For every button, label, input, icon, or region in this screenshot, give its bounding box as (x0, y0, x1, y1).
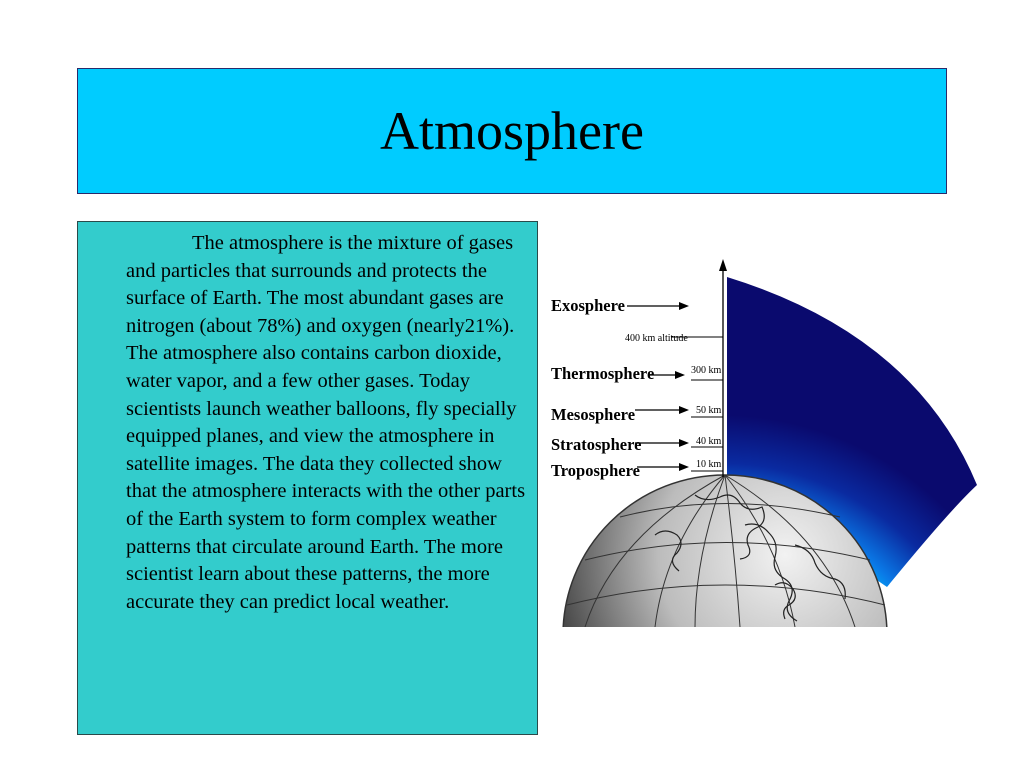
body-text-box (77, 221, 538, 735)
stratosphere-label: Stratosphere (551, 435, 642, 454)
troposphere-label: Troposphere (551, 461, 640, 480)
slide-title: Atmosphere (380, 101, 644, 161)
troposphere-altitude: 10 km (696, 459, 722, 470)
mesosphere-altitude: 50 km (696, 405, 722, 416)
top-altitude-label: 400 km altitude (625, 333, 688, 344)
atmosphere-diagram (545, 255, 985, 635)
title-box (77, 68, 947, 194)
atmosphere-layers-illustration (545, 255, 985, 635)
body-text: The atmosphere is the mixture of gases and particles that surrounds and protects the surface of Earth. The most abundant gases are nitrogen (about 78%) and oxygen (nearly21%). The atmosphere also contains carbon dioxide, water vapor, and a few other gases. Today scientists launch weather balloons, fly specially equipped planes, and view the atmosphere in satellite images. The data they collected show that the atmosphere interacts with the other parts of the Earth system to form complex weather patterns that circulate around Earth. The more scientist learn about these patterns, the more accurate they can predict local weather. (126, 232, 526, 613)
altitude-arrowhead (719, 259, 727, 271)
stratosphere-altitude: 40 km (696, 436, 722, 447)
thermosphere-altitude: 300 km (691, 365, 722, 376)
exosphere-label: Exosphere (551, 296, 625, 315)
thermosphere-label: Thermosphere (551, 364, 655, 383)
mesosphere-label: Mesosphere (551, 405, 636, 424)
